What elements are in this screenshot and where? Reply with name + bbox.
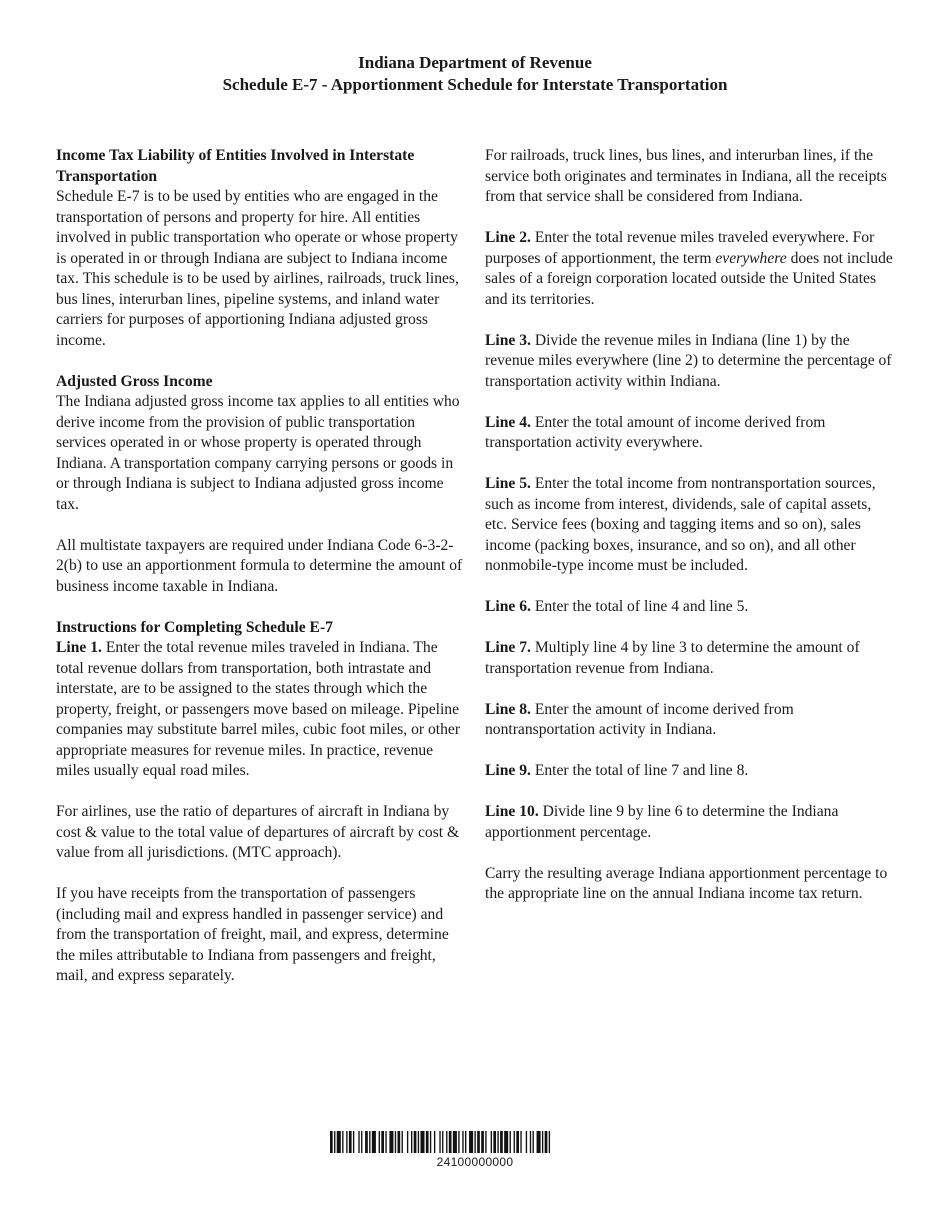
line-text: Enter the total amount of income derived from transportation activity everywhere. — [485, 413, 826, 451]
paragraph-text: For airlines, use the ratio of departures of aircraft in Indiana by cost & value to the total value of departures of aircraft by cost & value from all jurisdictions. (MTC approach). — [56, 803, 460, 861]
barcode-bar — [493, 1131, 496, 1153]
line-paragraph — [485, 413, 897, 454]
barcode-number: 24100000000 — [436, 1155, 514, 1169]
barcode-bar — [504, 1131, 508, 1153]
line-text: Enter the total revenue miles traveled everywhere. For purposes of apportionment, the term — [485, 229, 875, 267]
barcode-bar — [426, 1131, 429, 1153]
schedule-title: Schedule E-7 - Apportionment Schedule for Interstate Transportation — [222, 75, 728, 94]
line-paragraph — [485, 802, 897, 843]
barcode-bar — [533, 1131, 534, 1153]
line-text-continued: does not include sales of a foreign corporation located outside the United States and its territories. — [485, 249, 893, 308]
barcode-bar — [453, 1131, 457, 1153]
paragraph-airlines — [56, 802, 468, 864]
barcode-bar — [346, 1131, 347, 1153]
line-text: Enter the amount of income derived from nontransportation activity in Indiana. — [485, 700, 794, 738]
instruction-line-7 — [485, 638, 897, 679]
line-text: Enter the total revenue miles traveled in Indiana. The total revenue dollars from transportation, both intrastate and interstate, are to be assigned to the states through which the property, freight, or passengers move based on mileage. Pipeline companies may substitute barrel miles, cubic foot miles, or other appropriate measures for revenue miles. In practice, revenue miles usually equal road miles. — [56, 639, 461, 779]
line-label: Line 6. — [485, 598, 531, 615]
document-header — [0, 52, 950, 96]
section-income-tax-liability — [56, 146, 468, 351]
section-heading: Instructions for Completing Schedule E-7 — [56, 618, 333, 636]
paragraph-carry — [485, 864, 897, 905]
right-column — [485, 146, 897, 925]
barcode-bar — [465, 1131, 466, 1153]
barcode-bar — [442, 1131, 443, 1153]
line-paragraph — [485, 761, 897, 782]
barcode-bar — [462, 1131, 463, 1153]
barcode-bar — [402, 1131, 403, 1153]
line-label: Line 10. — [485, 803, 539, 820]
paragraph-multistate — [56, 536, 468, 598]
department-title: Indiana Department of Revenue — [358, 53, 592, 72]
section-body: Schedule E-7 is to be used by entities who are engaged in the transportation of persons and property for hire. All entities involved in public transportation who operate or whose property is operated in or through Indiana are subject to Indiana income tax. This schedule is to be used by airlines, railroads, truck lines, bus lines, interurban lines, pipeline systems, and inland water carriers for purposes of apportioning Indiana adjusted gross income. — [56, 188, 459, 349]
barcode-bar — [485, 1131, 486, 1153]
barcode-area — [330, 1131, 620, 1169]
line-label: Line 7. — [485, 639, 531, 656]
barcode-bar — [353, 1131, 354, 1153]
line-text: Enter the total of line 4 and line 5. — [530, 598, 749, 615]
barcode-bar — [349, 1131, 352, 1153]
paragraph-text: For railroads, truck lines, bus lines, and interurban lines, if the service both originates and terminates in Indiana, all the receipts from that service shall be considered from Indiana. — [485, 147, 887, 205]
section-heading: Adjusted Gross Income — [56, 372, 213, 390]
section-body: The Indiana adjusted gross income tax applies to all entities who derive income from the provision of public transportation services operated in or whose property is operated through Indiana. A transportation company carrying persons or goods in or through Indiana is subject to Indiana adjusted gross income tax. — [56, 393, 460, 513]
barcode-bar — [379, 1131, 380, 1153]
line-paragraph — [485, 474, 897, 577]
barcode-bar — [474, 1131, 475, 1153]
barcode-bar — [369, 1131, 370, 1153]
line-label: Line 1. — [56, 639, 102, 656]
barcode-bar — [500, 1131, 503, 1153]
barcode-bar — [469, 1131, 473, 1153]
instruction-line-10 — [485, 802, 897, 843]
barcode-bar — [385, 1131, 386, 1153]
section-heading: Income Tax Liability of Entities Involved in Interstate Transportation — [56, 147, 415, 185]
barcode-bar — [414, 1131, 417, 1153]
paragraph-text: All multistate taxpayers are required under Indiana Code 6-3-2-2(b) to use an apportionment formula to determine the amount of business income taxable in Indiana. — [56, 536, 463, 595]
instruction-line-5 — [485, 474, 897, 577]
barcode-bar — [361, 1131, 362, 1153]
barcode-bar — [491, 1131, 492, 1153]
line-text: Divide the revenue miles in Indiana (line 1) by the revenue miles everywhere (line 2) to determine the percentage of transportation activity within Indiana. — [485, 331, 892, 390]
line-label: Line 4. — [485, 413, 531, 431]
barcode-bar — [389, 1131, 393, 1153]
barcode-bar — [549, 1131, 550, 1153]
line-label: Line 2. — [485, 229, 531, 246]
instruction-line-6 — [485, 597, 897, 618]
line-paragraph — [485, 331, 897, 393]
barcode-bar — [395, 1131, 396, 1153]
paragraph-text: Carry the resulting average Indiana apportionment percentage to the appropriate line on the annual Indiana income tax return. — [485, 864, 888, 902]
barcode-bar — [398, 1131, 401, 1153]
emphasis-term: everywhere — [715, 249, 787, 267]
line-text: Enter the total of line 7 and line 8. — [530, 762, 749, 779]
barcode-bar — [330, 1131, 333, 1153]
barcode-bar — [545, 1131, 548, 1153]
instruction-line-9 — [485, 761, 897, 782]
paragraph-text: If you have receipts from the transportation of passengers (including mail and express handled in passenger service) and from the transportation of freight, mail, and express, determine the miles attributable to Indiana from passengers and freight, mail, and express separately. — [56, 885, 449, 984]
barcode-graphic — [330, 1131, 620, 1153]
barcode-bar — [446, 1131, 447, 1153]
barcode-bar — [381, 1131, 384, 1153]
barcode-bar — [420, 1131, 424, 1153]
barcode-bar — [372, 1131, 376, 1153]
instruction-line-8 — [485, 700, 897, 741]
line-paragraph — [485, 228, 897, 310]
line-label: Line 5. — [485, 475, 531, 492]
barcode-bar — [530, 1131, 531, 1153]
line-paragraph — [485, 597, 897, 618]
barcode-bar — [439, 1131, 440, 1153]
barcode-bar — [365, 1131, 368, 1153]
line-paragraph — [485, 638, 897, 679]
barcode-bar — [514, 1131, 515, 1153]
line-text: Multiply line 4 by line 3 to determine the amount of transportation revenue from Indiana. — [485, 639, 860, 677]
instruction-line-4 — [485, 413, 897, 454]
line-label: Line 9. — [485, 762, 531, 779]
barcode-bar — [418, 1131, 419, 1153]
section-instructions — [56, 618, 468, 782]
barcode-bar — [481, 1131, 484, 1153]
line-label: Line 8. — [485, 700, 531, 718]
instruction-line-1 — [56, 638, 468, 782]
line-paragraph — [485, 700, 897, 741]
barcode-bar — [342, 1131, 343, 1153]
barcode-bar — [526, 1131, 527, 1153]
section-adjusted-gross-income — [56, 372, 468, 516]
barcode-bar — [516, 1131, 519, 1153]
paragraph-receipts — [56, 884, 468, 987]
barcode-bar — [458, 1131, 459, 1153]
barcode-bar — [520, 1131, 521, 1153]
barcode-bar — [407, 1131, 408, 1153]
barcode-bar — [510, 1131, 511, 1153]
instruction-line-2 — [485, 228, 897, 310]
barcode-bar — [337, 1131, 341, 1153]
instruction-line-3 — [485, 331, 897, 393]
barcode-bar — [411, 1131, 412, 1153]
barcode-bar — [542, 1131, 543, 1153]
line-text: Divide line 9 by line 6 to determine the Indiana apportionment percentage. — [485, 803, 839, 841]
barcode-bar — [477, 1131, 480, 1153]
left-column — [56, 146, 468, 1007]
barcode-bar — [497, 1131, 498, 1153]
line-label: Line 3. — [485, 331, 531, 349]
barcode-bar — [449, 1131, 452, 1153]
barcode-bar — [537, 1131, 541, 1153]
paragraph-railroads — [485, 146, 897, 208]
line-text: Enter the total income from nontransportation sources, such as income from interest, dividends, sale of capital assets, etc. Service fees (boxing and tagging items and so on), sales income (packing boxes, insurance, and so on), and all other nonmobile-type income must be included. — [485, 475, 876, 574]
barcode-bar — [434, 1131, 435, 1153]
barcode-bar — [334, 1131, 335, 1153]
barcode-bar — [430, 1131, 431, 1153]
barcode-bar — [358, 1131, 359, 1153]
